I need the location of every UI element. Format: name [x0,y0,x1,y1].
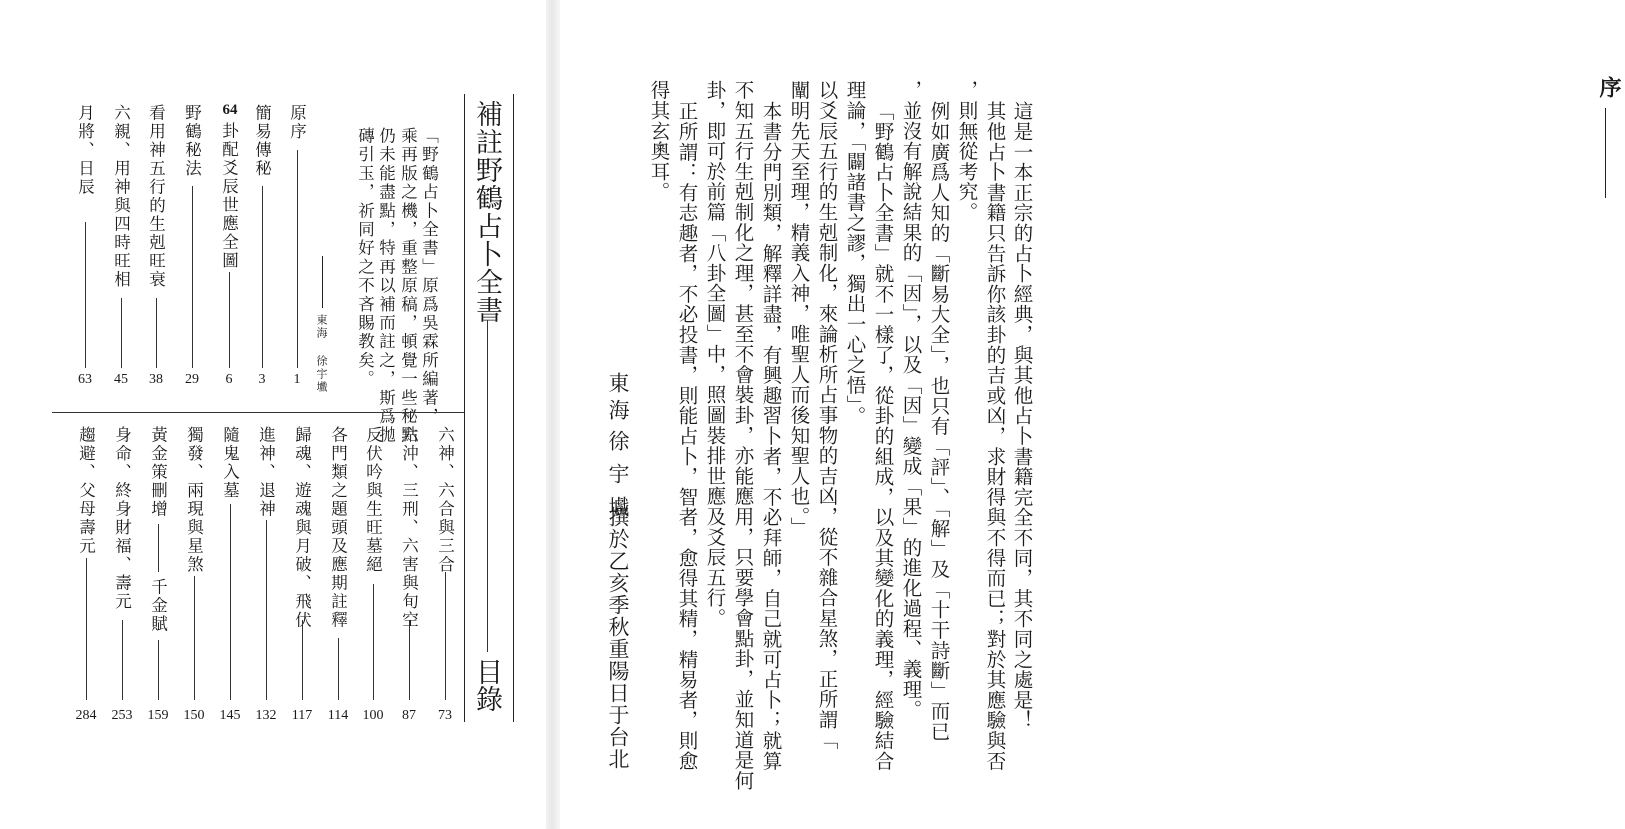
preface-column-8: 以爻辰五行的生剋制化，來論析所占事物的吉凶，從不雜合星煞，正所謂「 [815,80,839,750]
preface-column-5: ，並沒有解說結果的「因」，以及「因」變成「果」的進化過程、義理。 [899,80,923,720]
toc-item-advancing-spirit[interactable]: 進神、退神 [256,426,276,519]
contents-heading: 目錄 [471,658,502,712]
toc-item-yehe-secret-method[interactable]: 野鶴秘法 [182,104,202,178]
note-line-2: 乘再版之機，重整原稿，頓覺一些秘點 [398,127,418,445]
preface-column-3: ，則無從考究。 [955,80,979,223]
toc-leader [158,640,159,700]
toc-page-number: 6 [225,372,233,387]
note-line-4: 磚引玉，祈同好之不吝賜教矣。 [355,127,375,389]
book-title: 補註野鶴占卜全書 [471,100,502,324]
toc-leader [373,584,374,700]
toc-item-six-spirits[interactable]: 六神、六合與三合 [435,426,455,574]
toc-item-month-general-day[interactable]: 月將、日辰 [75,104,95,197]
toc-item-repetition-chant[interactable]: 反伏吟與生旺墓絕 [363,426,383,574]
preface-column-12: 卦，即可於前篇「八卦全圖」中，照圖裝排世應及爻辰五行。 [703,80,727,629]
toc-item-original-preface[interactable]: 原序 [287,104,307,141]
toc-item-six-clashes[interactable]: 六沖、三刑、六害與旬空 [399,426,419,630]
toc-item-simple-transmission[interactable]: 簡易傳秘 [252,104,272,178]
toc-leader [229,272,230,368]
toc-item-returning-soul[interactable]: 歸魂、遊魂與月破、飛伏 [292,426,312,630]
toc-page-number: 63 [78,372,92,387]
preface-column-14: 得其玄奧耳。 [647,80,671,202]
toc-page-number: 29 [185,372,199,387]
toc-page-number: 284 [75,708,97,723]
toc-leader [156,298,157,368]
toc-item-single-movement[interactable]: 獨發、兩現與星煞 [184,426,204,574]
preface-column-10: 本書分門別類，解釋詳盡，有興趣習卜者，不必拜師，自己就可占卜；就算 [759,101,783,771]
signature-place: 東海 [606,372,630,426]
preface-column-1: 這是一本正宗的占卜經典，與其他占卜書籍完全不同，其不同之處是！ [1010,101,1034,731]
signature-name: 徐宇㚀 [606,430,630,529]
toc-page-number: 159 [147,708,169,723]
toc-leader [192,186,193,368]
toc-item-lifelong-fortune[interactable]: 身命、終身財福、壽元 [112,426,132,611]
toc-item-parents-longevity[interactable]: 趨避、父母壽元 [76,426,96,556]
toc-item-golden-strategy-suffix: 千金賦 [148,578,168,634]
toc-item-64-hexagram-chart[interactable]: 卦配爻辰世應全圖 [219,122,239,270]
preface-column-7: 理論，「闢諸書之謬，獨出一心之悟」。 [843,80,867,426]
toc-page-number: 73 [438,708,452,723]
toc-item-useful-god-five-elements[interactable]: 看用神五行的生剋旺衰 [146,104,166,289]
toc-leader [262,186,263,368]
preface-column-4: 例如廣爲人知的「斷易大全」，也只有「評」、「解」及「十干詩斷」而已 [927,101,951,742]
note-line-3: 仍未能盡點，特再以補而註之，斯爲拋 [376,127,396,445]
toc-page-number: 1 [293,372,301,387]
toc-item-six-relations-seasons[interactable]: 六親、用神與四時旺相 [111,104,131,289]
toc-leader [230,504,231,700]
preface-page [556,0,1622,829]
toc-page-number: 117 [291,708,313,723]
toc-leader [85,222,86,368]
title-divider-line [487,320,488,652]
signature-date: 撰於乙亥季秋重陽日于台北 [606,506,630,770]
toc-page-number: 114 [327,708,349,723]
note-line-1: 「野鶴占卜全書」原爲吳霖所編著， [419,127,439,427]
preface-column-6: 「野鶴占卜全書」就不一樣了，從卦的組成，以及其變化的義理，經驗結合 [871,101,895,771]
note-signature: 東海 徐宇㚀 [315,314,328,394]
toc-leader [194,576,195,700]
toc-page-number: 87 [402,708,416,723]
toc-leader [445,572,446,700]
toc-dash [158,524,159,572]
toc-page-number: 145 [219,708,241,723]
toc-page-number: 38 [149,372,163,387]
toc-page-number: 100 [362,708,384,723]
toc-page-number: 150 [183,708,205,723]
preface-column-9: 闡明先天至理，精義入神，唯聖人而後知聖人也。」 [787,80,811,538]
note-signature-dash [322,256,323,308]
contents-page [0,0,548,829]
preface-heading: 序 [1596,76,1622,100]
preface-column-13: 正所謂：有志趣者，不必投書，則能占卜，智者，愈得其精，精易者，則愈 [675,101,699,771]
toc-leader [86,558,87,700]
toc-leader [121,298,122,368]
preface-column-11: 不知五行生剋制化之理，甚至不會裝卦，亦能應用，只要學會點卦，並知道是何 [731,80,755,791]
toc-page-number: 3 [258,372,266,387]
toc-leader [122,620,123,700]
toc-leader [338,638,339,700]
toc-item-ghost-entering-tomb[interactable]: 隨鬼入墓 [220,426,240,500]
toc-leader [266,520,267,700]
toc-page-number: 253 [111,708,133,723]
toc-section-divider [52,412,464,413]
heading-rule [1605,108,1606,198]
toc-leader [302,620,303,700]
toc-item-number: 64 [222,102,238,118]
toc-item-golden-strategy[interactable]: 黃金策刪增 [148,426,168,519]
toc-leader [409,620,410,700]
preface-column-2: 其他占卜書籍只告訴你該卦的吉或凶，求財得與不得而已；對於其應驗與否 [983,101,1007,771]
toc-page-number: 45 [114,372,128,387]
toc-page-number: 132 [255,708,277,723]
toc-leader [297,150,298,368]
toc-item-category-headings[interactable]: 各門類之題頭及應期註釋 [328,426,348,630]
